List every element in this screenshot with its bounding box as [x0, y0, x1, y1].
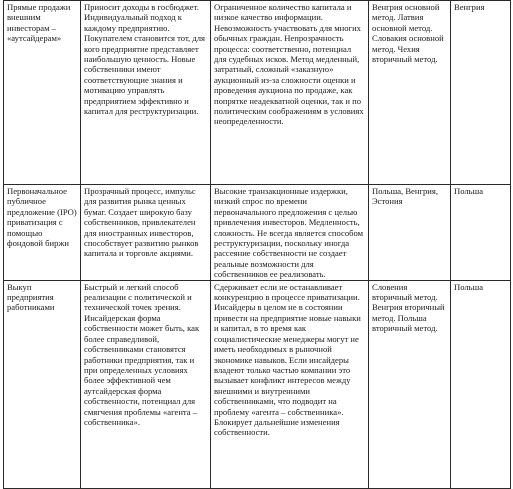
table-row — [4, 185, 511, 281]
primary-country-cell: Венгрия — [451, 1, 511, 185]
advantages-cell: Прозрачный процесс, импульс для развития рынка ценных бумаг. Создает широкую базу собственников, привлекателен для иностранных инвесторов, способствует развитию рынков капитала и торговле акциями. — [81, 185, 211, 281]
countries-cell: Словения вторичный метод. Венгрия вторичный метод. Польша вторичный метод. — [369, 280, 451, 488]
disadvantages-cell: Ограниченное количество капитала и низкое качество информации. Невозможность участвовать для многих обычных граждан. Непрозрачность процесса: соответственно, потенциал для судебных исков. Метод медленный, затратный, сложный «заказную» аукционный из-за сложности оценки и проведения аукциона по продаже, как попрятке неадекватной оценки, так и по политическим соображениям в условиях неопределенности. — [211, 1, 369, 185]
primary-country-cell: Польша — [451, 185, 511, 281]
advantages-cell: Приносит доходы в госбюджет. Индивидуальный подход к каждому предприятию. Покупателем становится тот, для кого предприятие представляет наибольшую ценность. Новые собственники имеют соответствующие знания и мотивацию управлять предприятием эффективно и капитал для реструктуризации. — [81, 1, 211, 185]
disadvantages-cell: Сдерживает если не останавливает конкуренцию в процессе приватизации. Инсайдеры в целом не в состоянии привести на предприятие новые навыки и капитал, в то время как социалистические менеджеры могут не иметь необходимых в рыночной экономике навыков. Если инсайдеры владеют только частью компании это вызывает конфликт интересов между внешними и внутренними собственниками, что подводит на проблему «агента – собственника». Блокирует дальнейшие изменения собственности. — [211, 280, 369, 488]
disadvantages-cell: Высокие транзакционные издержки, низкий спрос по времени первоначального предложения с целью привлечения инвесторов. Медленность, сложность. Не всегда является способом реструктуризации, поскольку иногда рассеяние собственности не создает реальные возможности для собственников ее реализовать. — [211, 185, 369, 281]
countries-cell: Польша, Венгрия, Эстония — [369, 185, 451, 281]
privatization-methods-table — [3, 0, 511, 489]
table-row — [4, 280, 511, 488]
table-row — [4, 1, 511, 185]
method-cell: Прямые продажи внешним инвесторам – «аутсайдерам» — [4, 1, 81, 185]
advantages-cell: Быстрый и легкий способ реализации с политической и технической точек зрения. Инсайдерская форма собственности может быть, как более справедливой, собственниками становятся работники предприятия, так и при определенных условиях более эффективной чем аутсайдерская форма собственности, потенциал для смягчения проблемы «агента – собственника». — [81, 280, 211, 488]
method-cell: Первоначальное публичное предложение (IPO) приватизация с помощью фондовой биржи — [4, 185, 81, 281]
countries-cell: Венгрия основной метод. Латвия основной метод. Словакия основной метод. Чехия вторичный метод. — [369, 1, 451, 185]
primary-country-cell: Польша — [451, 280, 511, 488]
method-cell: Выкуп предприятия работниками — [4, 280, 81, 488]
